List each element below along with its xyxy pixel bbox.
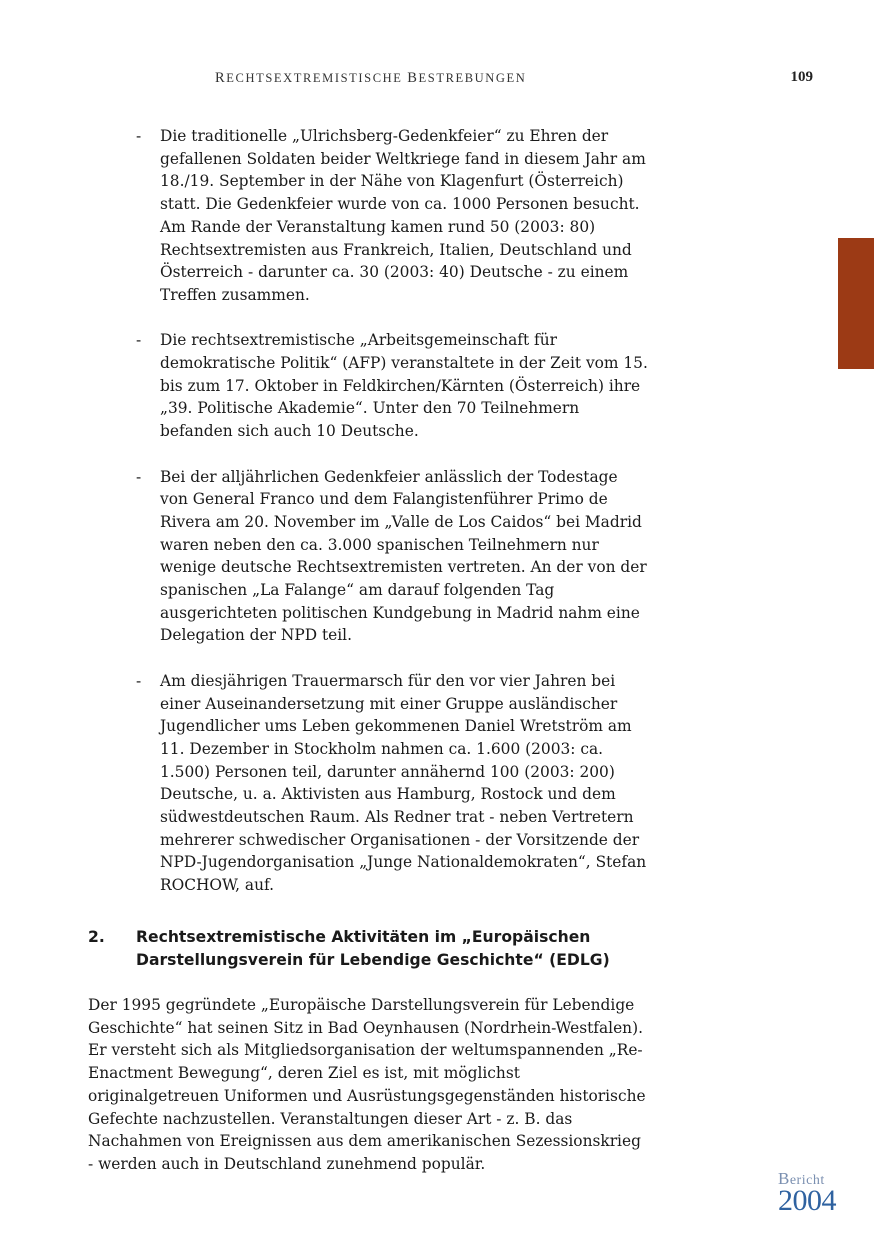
list-item-text: Die rechtsextremistische „Arbeitsgemeinschaft für demokratische Politik“ (AFP) veranstaltete in der Zeit vom 15. bis zum 17. Oktober in Feldkirchen/Kärnten (Österreich) ihre „39. Politische Akademie“. Unter den 70 Teilnehmern befanden sich auch 10 Deutsche. xyxy=(160,331,648,441)
list-item xyxy=(136,670,648,897)
bullet-dash: - xyxy=(136,331,142,350)
bullet-dash: - xyxy=(136,467,142,486)
list-item xyxy=(136,466,648,648)
body-paragraph: Der 1995 gegründete „Europäische Darstellungsverein für Lebendige Geschichte“ hat seinen Sitz in Bad Oeynhausen (Nordrhein-Westfalen). Er versteht sich als Mitgliedsorganisation der weltumspannenden „Re-Enactment Bewegung“, deren Ziel es ist, mit möglichst originalgetreuen Uniformen und Ausrüstungsgegenständen historische Gefechte nachzustellen. Veranstaltungen dieser Art - z. B. das Nachahmen von Ereignissen aus dem amerikanischen Sezessionskrieg - werden auch in Deutschland zunehmend populär. xyxy=(88,996,646,1173)
list-item xyxy=(136,125,648,307)
report-logo-year: 2004 xyxy=(778,1184,836,1217)
page-number: 109 xyxy=(790,69,813,85)
list-item-text: Am diesjährigen Trauermarsch für den vor vier Jahren bei einer Auseinandersetzung mit einer Gruppe ausländischer Jugendlicher ums Leben gekommenen Daniel Wretström am 11. Dezember in Stockholm nahmen ca. 1.600 (2003: ca. 1.500) Personen teil, darunter annähernd 100 (2003: 200) Deutsche, u. a. Aktivisten aus Hamburg, Rostock und dem südwestdeutschen Raum. Als Redner trat - neben Vertretern mehrerer schwedischer Organisationen - der Vorsitzende der NPD-Jugendorganisation „Junge Nationaldemokraten“, Stefan ROCHOW, auf. xyxy=(160,671,647,895)
running-header-title: RECHTSEXTREMISTISCHE BESTREBUNGEN xyxy=(215,70,527,86)
section-heading xyxy=(88,926,648,972)
report-logo xyxy=(778,1170,848,1216)
section-title: Rechtsextremistische Aktivitäten im „Europäischen Darstellungsverein für Lebendige Geschichte“ (EDLG) xyxy=(136,928,610,969)
list-item-text: Bei der alljährlichen Gedenkfeier anlässlich der Todestage von General Franco und dem Falangistenführer Primo de Rivera am 20. November im „Valle de Los Caidos“ bei Madrid waren neben den ca. 3.000 spanischen Teilnehmern nur wenige deutsche Rechtsextremisten vertreten. An der von der spanischen „La Falange“ am darauf folgenden Tag ausgerichteten politischen Kundgebung in Madrid nahm eine Delegation der NPD teil. xyxy=(160,467,647,645)
running-header xyxy=(215,70,526,87)
bullet-list xyxy=(136,125,648,920)
section-number: 2. xyxy=(88,928,105,946)
bullet-dash: - xyxy=(136,127,142,145)
bullet-dash: - xyxy=(136,671,142,690)
list-item-text: Die traditionelle „Ulrichsberg-Gedenkfeier“ zu Ehren der gefallenen Soldaten beider Weltkriege fand in diesem Jahr am 18./19. September in der Nähe von Klagenfurt (Österreich) statt. Die Gedenkfeier wurde von ca. 1000 Personen besucht. Am Rande der Veranstaltung kamen rund 50 (2003: 80) Rechtsextremisten aus Frankreich, Italien, Deutschland und Österreich - darunter ca. 30 (2003: 40) Deutsche - zu einem Treffen zusammen. xyxy=(160,127,646,304)
report-logo-word: Bericht xyxy=(778,1169,825,1188)
chapter-side-tab xyxy=(838,238,874,369)
list-item xyxy=(136,329,648,443)
